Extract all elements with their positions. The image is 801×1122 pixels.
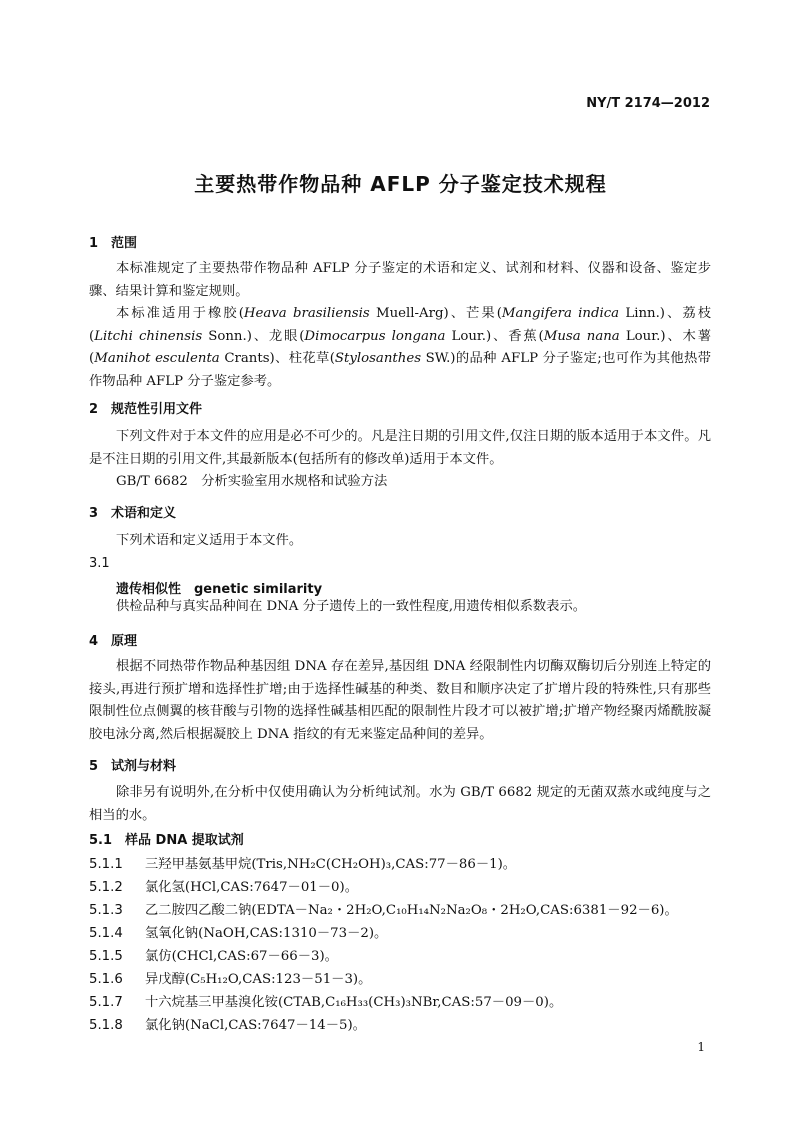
section-1-heading [89, 232, 137, 251]
section-number: 4 [89, 634, 99, 649]
section-number: 5 [89, 759, 99, 774]
scope-paragraph: 本标准规定了主要热带作物品种 AFLP 分子鉴定的术语和定义、试剂和材料、仪器和设备、鉴定步骤、结果计算和鉴定规则。 [89, 261, 711, 299]
reagent-item: 5.1.3 乙二胺四乙酸二钠(EDTA－Na₂・2H₂O,C₁₀H₁₄N₂Na₂O₈・2H₂O,CAS:6381－92－6)。 [89, 903, 678, 918]
reagent-item: 5.1.8 氯化钠(NaCl,CAS:7647－14－5)。 [89, 1018, 366, 1033]
section-title: 规范性引用文件 [111, 402, 203, 417]
subsection-title: 样品 DNA 提取试剂 [125, 833, 244, 848]
reagent-item: 5.1.6 异戊醇(C₅H₁₂O,CAS:123－51－3)。 [89, 972, 372, 987]
section-5-heading [89, 755, 176, 774]
principle-paragraph: 根据不同热带作物品种基因组 DNA 存在差异,基因组 DNA 经限制性内切酶双酶切后分别连上特定的接头,再进行预扩增和选择性扩增;由于选择性碱基的种类、数目和顺序决定了扩增片段的特殊性,只有那些限制性位点侧翼的核苷酸与引物的选择性碱基相匹配的限制性片段才可以被扩增;扩增产物经聚丙烯酰胺凝胶电泳分离,然后根据凝胶上 DNA 指纹的有无来鉴定品种间的差异。 [89, 659, 711, 742]
terms-intro: 下列术语和定义适用于本文件。 [116, 533, 303, 548]
reagent-item: 5.1.4 氢氧化钠(NaOH,CAS:1310－73－2)。 [89, 926, 388, 941]
reagents-intro: 除非另有说明外,在分析中仅使用确认为分析纯试剂。水为 GB/T 6682 规定的无菌双蒸水或纯度与之相当的水。 [89, 785, 711, 823]
document-title: 主要热带作物品种 AFLP 分子鉴定技术规程 [194, 172, 607, 196]
term-definition: 供检品种与真实品种间在 DNA 分子遗传上的一致性程度,用遗传相似系数表示。 [116, 599, 587, 614]
applicability-paragraph: 本标准适用于橡胶(Heava brasiliensis Muell-Arg)、芒果(Mangifera indica Linn.)、荔枝(Litchi chinensis Sonn.)、龙眼(Dimocarpus longana Lour.)、香蕉(Musa nana Lour.)、木薯(Manihot esculenta Crants)、柱花草(Stylosanthes SW.)的品种 AFLP 分子鉴定;也可作为其他热带作物品种 AFLP 分子鉴定参考。 [89, 306, 712, 389]
section-4-heading [89, 630, 137, 649]
reagent-item: 5.1.7 十六烷基三甲基溴化铵(CTAB,C₁₆H₃₃(CH₃)₃NBr,CAS:57－09－0)。 [89, 995, 563, 1010]
section-title: 术语和定义 [111, 506, 177, 521]
section-number: 1 [89, 236, 99, 251]
section-3-heading [89, 502, 176, 521]
section-5-body [89, 782, 711, 827]
standard-number: NY/T 2174—2012 [586, 96, 710, 111]
reagent-item: 5.1.5 氯仿(CHCl,CAS:67－66－3)。 [89, 949, 338, 964]
section-number: 2 [89, 402, 99, 417]
subsection-3-1-number: 3.1 [89, 556, 110, 571]
section-4-body [89, 656, 711, 746]
section-2-body [89, 426, 711, 494]
section-1-body [89, 258, 711, 393]
section-2-heading [89, 398, 202, 417]
section-title: 试剂与材料 [111, 759, 177, 774]
reagent-item: 5.1.1 三羟甲基氨基甲烷(Tris,NH₂C(CH₂OH)₃,CAS:77－86－1)。 [89, 857, 517, 872]
term-heading: 遗传相似性 genetic similarity [116, 582, 323, 597]
subsection-5-1-heading [89, 829, 244, 848]
reagent-item: 5.1.2 氯化氢(HCl,CAS:7647－01－0)。 [89, 880, 358, 895]
subsection-number: 5.1 [89, 833, 113, 848]
section-number: 3 [89, 506, 99, 521]
references-intro: 下列文件对于本文件的应用是必不可少的。凡是注日期的引用文件,仅注日期的版本适用于本文件。凡是不注日期的引用文件,其最新版本(包括所有的修改单)适用于本文件。 [89, 429, 711, 467]
term-definition-block [89, 596, 711, 619]
section-title: 原理 [111, 634, 138, 649]
reference-item: GB/T 6682 分析实验室用水规格和试验方法 [116, 474, 388, 489]
section-title: 范围 [111, 236, 138, 251]
page-number: 1 [697, 1040, 705, 1054]
section-3-body [89, 530, 711, 553]
